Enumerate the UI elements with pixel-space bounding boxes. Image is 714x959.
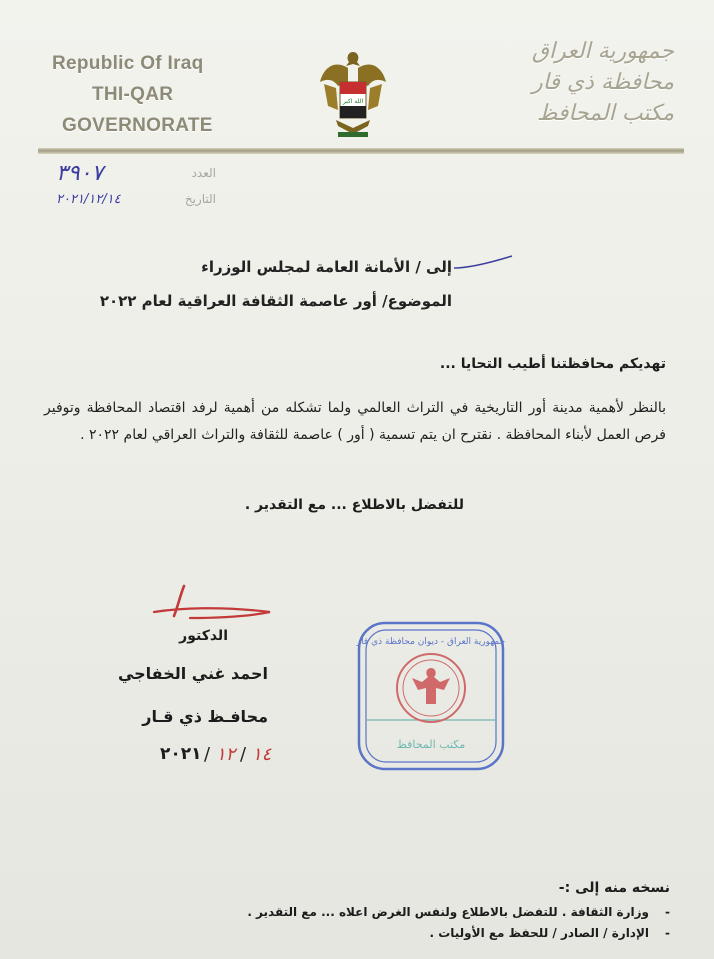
letterhead-governorate-word: GOVERNORATE	[62, 115, 213, 136]
pen-stroke-icon	[452, 254, 514, 272]
letterhead-rule	[38, 148, 684, 154]
signature-date-day: ١٤	[252, 744, 272, 765]
reference-number: ٣٩٠٧	[56, 160, 104, 186]
copies-list	[247, 902, 670, 944]
official-stamp-icon	[356, 620, 506, 772]
letter-greeting: تهديكم محافظتنا أطيب التحايا ...	[439, 356, 666, 372]
letter-closing: للتفضل بالاطلاع ... مع التقدير .	[244, 497, 464, 513]
signatory-name: احمد غني الخفاجي	[117, 664, 268, 683]
copies-heading: نسخه منه إلى :-	[558, 880, 670, 896]
reference-date: ٢٠٢١/١٢/١٤	[56, 191, 121, 207]
copies-item: - الإدارة / الصادر / للحفظ مع الأوليات .	[247, 923, 670, 944]
reference-date-label: التاريخ	[184, 192, 216, 206]
letter-body: بالنظر لأهمية مدينة أور التاريخية في التراث العالمي ولما تشكله من أهمية لرفد اقتصاد المحافظة وتوفير فرص العمل لأبناء المحافظة . نقترح ان يتم تسمية ( أور ) عاصمة للثقافة والتراث العراقي لعام ٢٠٢٢ .	[44, 400, 666, 443]
signatory-position: محافـظ ذي قـار	[142, 707, 268, 726]
letterhead-arabic-line1: جمهورية العراق	[531, 39, 674, 64]
signature-date-month: ١٢	[216, 744, 236, 765]
copies-item: - وزارة الثقافة . للتفضل بالاطلاع ولنفس الغرض اعلاه ... مع التقدير .	[247, 902, 670, 923]
signature-date-year: ٢٠٢١	[160, 744, 202, 764]
letterhead-arabic-line3: مكتب المحافظ	[536, 101, 674, 126]
letterhead-governorate: THI-QAR	[92, 84, 174, 105]
signatory-title: الدكتور	[179, 628, 228, 644]
reference-block	[56, 160, 216, 212]
letterhead-arabic	[494, 36, 674, 129]
svg-text:الله اكبر: الله اكبر	[342, 98, 364, 105]
signature-icon	[150, 582, 280, 634]
stamp-text-bottom: مكتب المحافظ	[396, 738, 466, 751]
iraq-eagle-emblem-icon	[318, 48, 388, 140]
letterhead-arabic-line2: محافظة ذي قار	[532, 70, 674, 95]
letterhead-english	[52, 48, 242, 141]
signature-date: ٢٠٢١ / ١٢ / ١٤	[160, 744, 272, 765]
letter-subject: الموضوع/ أور عاصمة الثقافة العراقية لعام ٢٠٢٢	[99, 292, 452, 310]
letter-addressee: إلى / الأمانة العامة لمجلس الوزراء	[201, 258, 452, 276]
letterhead-country: Republic Of Iraq	[52, 53, 204, 74]
reference-number-label: العدد	[191, 166, 216, 180]
stamp-text-top: جمهورية العراق - ديوان محافظة ذي قار	[356, 637, 506, 647]
